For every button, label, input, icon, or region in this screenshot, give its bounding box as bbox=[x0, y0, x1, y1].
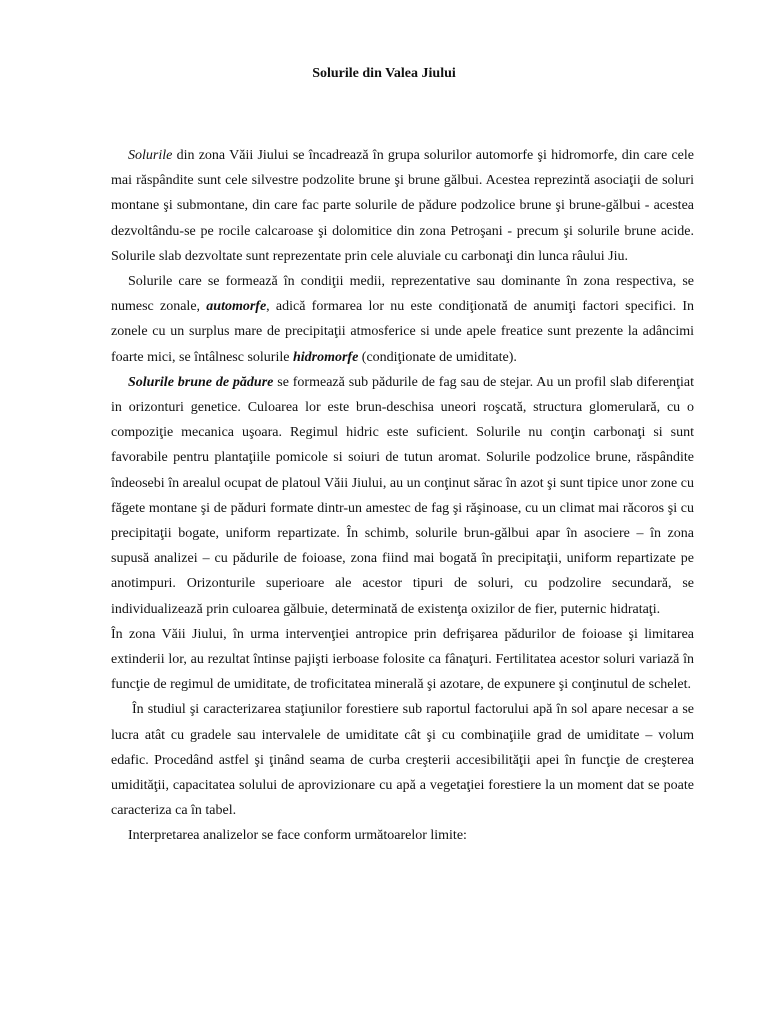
paragraph-text: din zona Văii Jiului se încadrează în grupa solurilor automorfe şi hidromorfe, din care cele mai răspândite sunt cele silvestre podzolite brune şi brune gălbui. Acestea reprezintă asociaţii de soluri montane şi submontane, din care fac parte solurile de pădure podzolice brune şi brune-gălbui - acestea dezvoltându-se pe rocile calcaroase şi dolomitice din zona Petroşani - precum şi solurile brune acide. Solurile slab dezvoltate sunt reprezentate prin cele aluviale cu carbonaţi din lunca râului Jiu. bbox=[111, 148, 694, 264]
paragraph-text: (condiţionate de umiditate). bbox=[358, 349, 517, 365]
paragraph-anthropic-intervention bbox=[111, 622, 694, 698]
paragraph-text: se formează sub pădurile de fag sau de stejar. Au un profil slab diferenţiat in orizonturi genetice. Culoarea lor este brun-deschisa uneori roşcată, structura glomerulară, cu o compoziţie mecanica uşoara. Regimul hidric este suficient. Solurile nu conţin carbonaţi si sunt favorabile pentru plantaţiile pomicole si soiuri de tutun aromat. Solurile podzolice brune, răspândite îndeosebi în arealul ocupat de platoul Văii Jiului, au un conţinut sărac în azot şi sunt tipice unor zone cu făgete montane şi de păduri formate dintr-un amestec de fag şi răşinoase, cu un climat mai răcoros şi cu precipitaţii bogate, uniform repartizate. În schimb, solurile brun-gălbui apar în asociere – în zona supusă analizei – cu pădurile de foioase, zona fiind mai bogată în precipitaţii, uniform repartizate pe anotimpuri. Orizonturile superioare ale acestor tipuri de soluri, cu podzolire secundară, se individualizează prin culoarea gălbuie, determinată de existenţa oxizilor de fier, puternic hidrataţi. bbox=[111, 374, 694, 617]
emphasis-text: Solurile brune de pădure bbox=[128, 374, 274, 390]
paragraph-text: În zona Văii Jiului, în urma intervenţiei antropice prin defrişarea pădurilor de foioase şi limitarea extinderii lor, au rezultat întinse pajişti ierboase folosite ca fânaţuri. Fertilitatea acestor soluri variază în funcţie de regimul de umiditate, de troficitatea minerală şi azotare, de expunere şi conţinutul de schelet. bbox=[111, 626, 694, 693]
paragraph-text: În studiul şi caracterizarea staţiunilor forestiere sub raportul factorului apă în sol apare necesar a se lucra atât cu gradele sau intervalele de umiditate cât şi cu combinaţiile grad de umiditate – volum edafic. Procedând astfel şi ţinând seama de curba creşterii accesibilităţii apei în funcţie de creşterea umidităţii, capacitatea solului de aprovizionare cu apă a vegetaţiei forestiere la un moment dat se poate caracteriza ca în tabel. bbox=[111, 702, 694, 819]
document-title: Solurile din Valea Jiului bbox=[312, 66, 456, 81]
paragraph-soil-classification bbox=[111, 143, 694, 269]
paragraph-zonal-soils bbox=[111, 269, 694, 370]
document-body bbox=[111, 143, 694, 849]
paragraph-analysis-limits bbox=[111, 823, 694, 848]
paragraph-water-factor bbox=[111, 697, 694, 823]
paragraph-text: Interpretarea analizelor se face conform următoarelor limite: bbox=[128, 828, 467, 844]
emphasis-text: automorfe bbox=[206, 299, 267, 315]
emphasis-text: hidromorfe bbox=[292, 349, 359, 365]
paragraph-brown-forest-soils bbox=[111, 370, 694, 622]
paragraph-text: , adică formarea lor nu este condiţionată de anumiţi factori specifici. In zonele cu un surplus mare de precipitaţii atmosferice si unde apele freatice sunt prezente la adâncimi foarte mici, se întâlnesc solurile bbox=[111, 299, 694, 365]
emphasis-text: Solurile bbox=[128, 148, 173, 163]
paragraph-text: Solurile care se formează în condiţii medii, reprezentative sau dominante în zona respectiva, se numesc zonale, bbox=[111, 274, 694, 315]
